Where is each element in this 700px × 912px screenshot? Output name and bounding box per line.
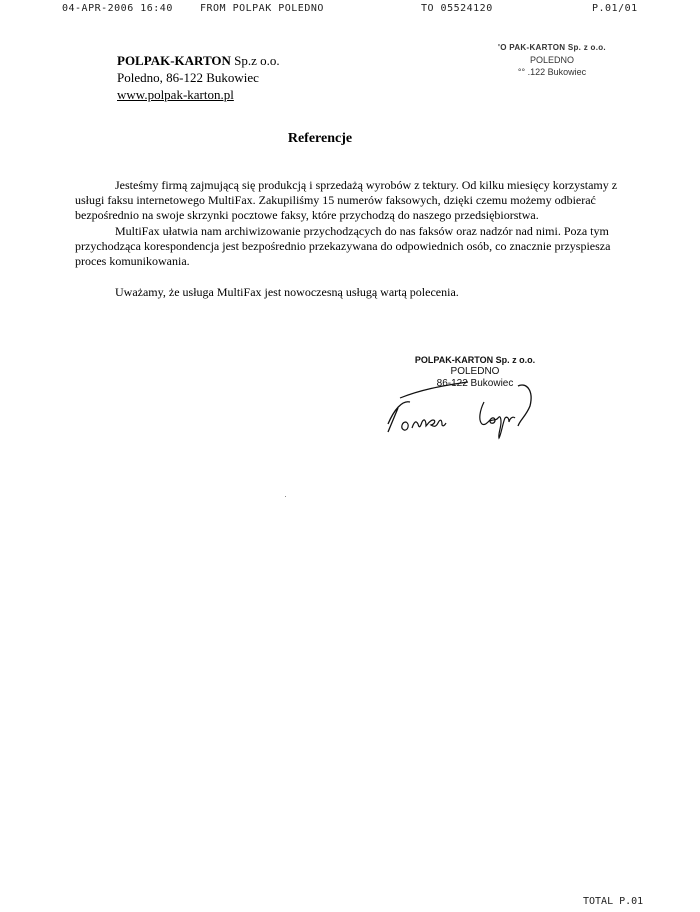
document-title: Referencje: [287, 131, 353, 146]
body-paragraph-1: Jesteśmy firmą zajmującą się produkcją i sprzedażą wyrobów z tektury. Od kilku miesięcy korzystamy z usługi faksu internetowego MultiFax. Zakupiliśmy 15 numerów faksowych, dzięki czemu możemy odbierać bezpośrednio na swoje skrzynki pocztowe faksy, które przychodzą do naszego przedsiębiorstwa.: [75, 178, 618, 223]
fax-from: FROM POLPAK POLEDNO: [200, 3, 324, 14]
sender-company: POLPAK-KARTON: [117, 53, 231, 68]
stamp-bottom-company: POLPAK-KARTON Sp. z o.o.: [414, 355, 536, 365]
sender-address: Poledno, 86-122 Bukowiec: [117, 70, 259, 85]
stamp-top-locality: POLEDNO: [529, 55, 574, 65]
signature-stroke: [518, 385, 531, 426]
stamp-top-company: 'O PAK-KARTON Sp. z o.o.: [498, 43, 606, 52]
stamp-bottom-locality: POLEDNO: [450, 366, 500, 377]
company-stamp-top: [492, 42, 612, 78]
sender-website-link[interactable]: www.polpak-karton.pl: [117, 87, 234, 102]
sender-company-suffix: Sp.z o.o.: [230, 53, 280, 68]
sender-company-line: [117, 52, 280, 69]
signature-stroke: [402, 422, 408, 430]
body-paragraph-3: Uważamy, że usługa MultiFax jest nowoczesną usługą wartą polecenia.: [115, 285, 459, 300]
stamp-top-postcode: °° .122 Bukowiec: [517, 67, 587, 77]
fax-to: TO 05524120: [421, 3, 493, 14]
fax-datetime: 04-APR-2006 16:40: [62, 3, 173, 14]
signature-stroke: [412, 420, 446, 428]
sender-block: [117, 52, 280, 103]
scan-speck: [285, 496, 286, 497]
signature-stroke: [480, 402, 515, 438]
signature-stroke: [388, 402, 410, 432]
handwritten-signature: [380, 380, 550, 440]
fax-page-number: P.01/01: [592, 3, 638, 14]
fax-total-pages: TOTAL P.01: [583, 896, 644, 907]
body-paragraph-2: MultiFax ułatwia nam archiwizowanie przychodzących do nas faksów oraz nadzór nad nimi. Poza tym przychodząca korespondencja jest bezpośrednio przekazywana do odpowiednich osób, co znacznie przyspiesza proces komunikowania.: [75, 223, 611, 269]
stamp-bottom-postcode: 86-122 Bukowiec: [436, 378, 514, 389]
letter-body: [75, 178, 640, 300]
signature-stroke: [400, 382, 468, 398]
